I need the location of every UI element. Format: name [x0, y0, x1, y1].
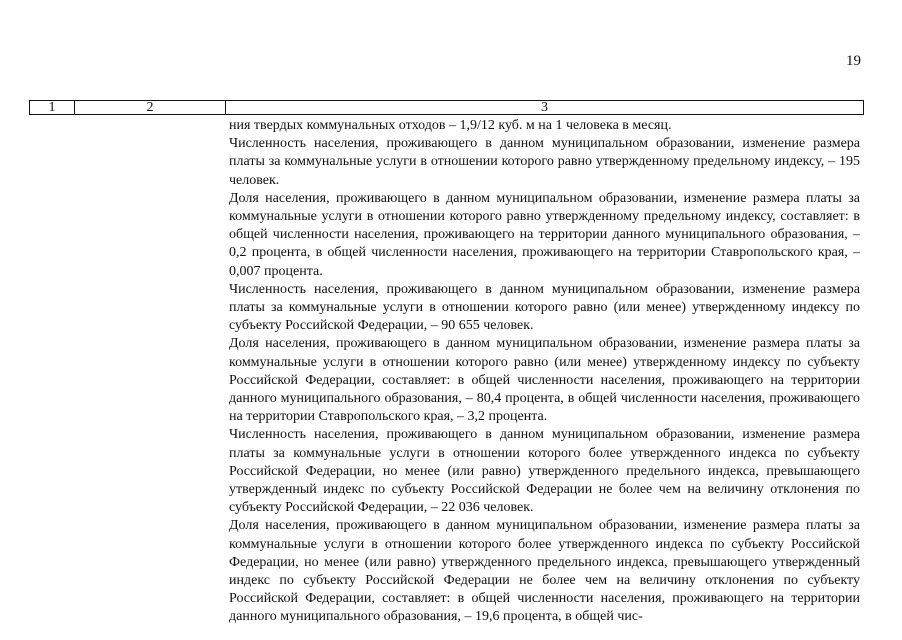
paragraph-share-le-index: Доля населения, проживающего в данном муниципальном образовании, изменение размера платы за коммунальные услуги в отношении которого равно (или менее) утвержденному индексу по субъекту Российской Федерации, составляет: в общей численности населения, проживающего на территории данного муниципального образования, – 80,4 процента, в общей численности населения, проживающего на территории Ставропольского края, – 3,2 процента. — [229, 336, 860, 425]
table-header-col-3: 3 — [541, 100, 548, 115]
paragraph-share-above-index: Доля населения, проживающего в данном муниципальном образовании, изменение размера платы за коммунальные услуги в отношении которого более утвержденного индекса по субъекту Российской Федерации, но менее (или равно) утвержденного предельного индекса, превышающего утвержденный индекс по субъекту Российской Федерации не более чем на величину отклонения по субъекту Российской Федерации, составляет: в общей численности населения, проживающего на территории данного муниципального образования, – 19,6 процента, в общей чис- — [229, 518, 860, 625]
paragraph-population-le-index: Численность населения, проживающего в данном муниципальном образовании, изменение размера платы за коммунальные услуги в отношении которого равно (или менее) утвержденному индексу по субъекту Российской Федерации, – 90 655 человек. — [229, 281, 860, 334]
page-number: 19 — [846, 53, 861, 69]
table-header-col-2: 2 — [75, 101, 226, 114]
paragraph-share-equal-limit: Доля населения, проживающего в данном муниципальном образовании, изменение размера платы за коммунальные услуги в отношении которого равно утвержденному предельному индексу, составляет: в общей численности населения, проживающего на территории данного муниципального образования, – 0,2 процента, в общей численности населения, проживающего на территории Ставропольского края, – 0,007 процента. — [229, 190, 860, 279]
table-body-cell-3 — [229, 117, 860, 627]
table-header-col-1: 1 — [30, 101, 75, 114]
paragraph-population-equal-limit: Численность населения, проживающего в данном муниципальном образовании, изменение размера платы за коммунальные услуги в отношении которого равно утвержденному предельному индексу, – 195 человек. — [229, 136, 860, 188]
paragraph-continuation: ния твердых коммунальных отходов – 1,9/12 куб. м на 1 человека в месяц. — [229, 118, 672, 133]
table-header-row — [29, 100, 864, 115]
paragraph-population-above-index: Численность населения, проживающего в данном муниципальном образовании, изменение размера платы за коммунальные услуги в отношении которого более утвержденного индекса по субъекту Российской Федерации, но менее (или равно) утвержденного предельного индекса, превышающего утвержденный индекс по субъекту Российской Федерации не более чем на величину отклонения по субъекту Российской Федерации, – 22 036 человек. — [229, 427, 860, 516]
